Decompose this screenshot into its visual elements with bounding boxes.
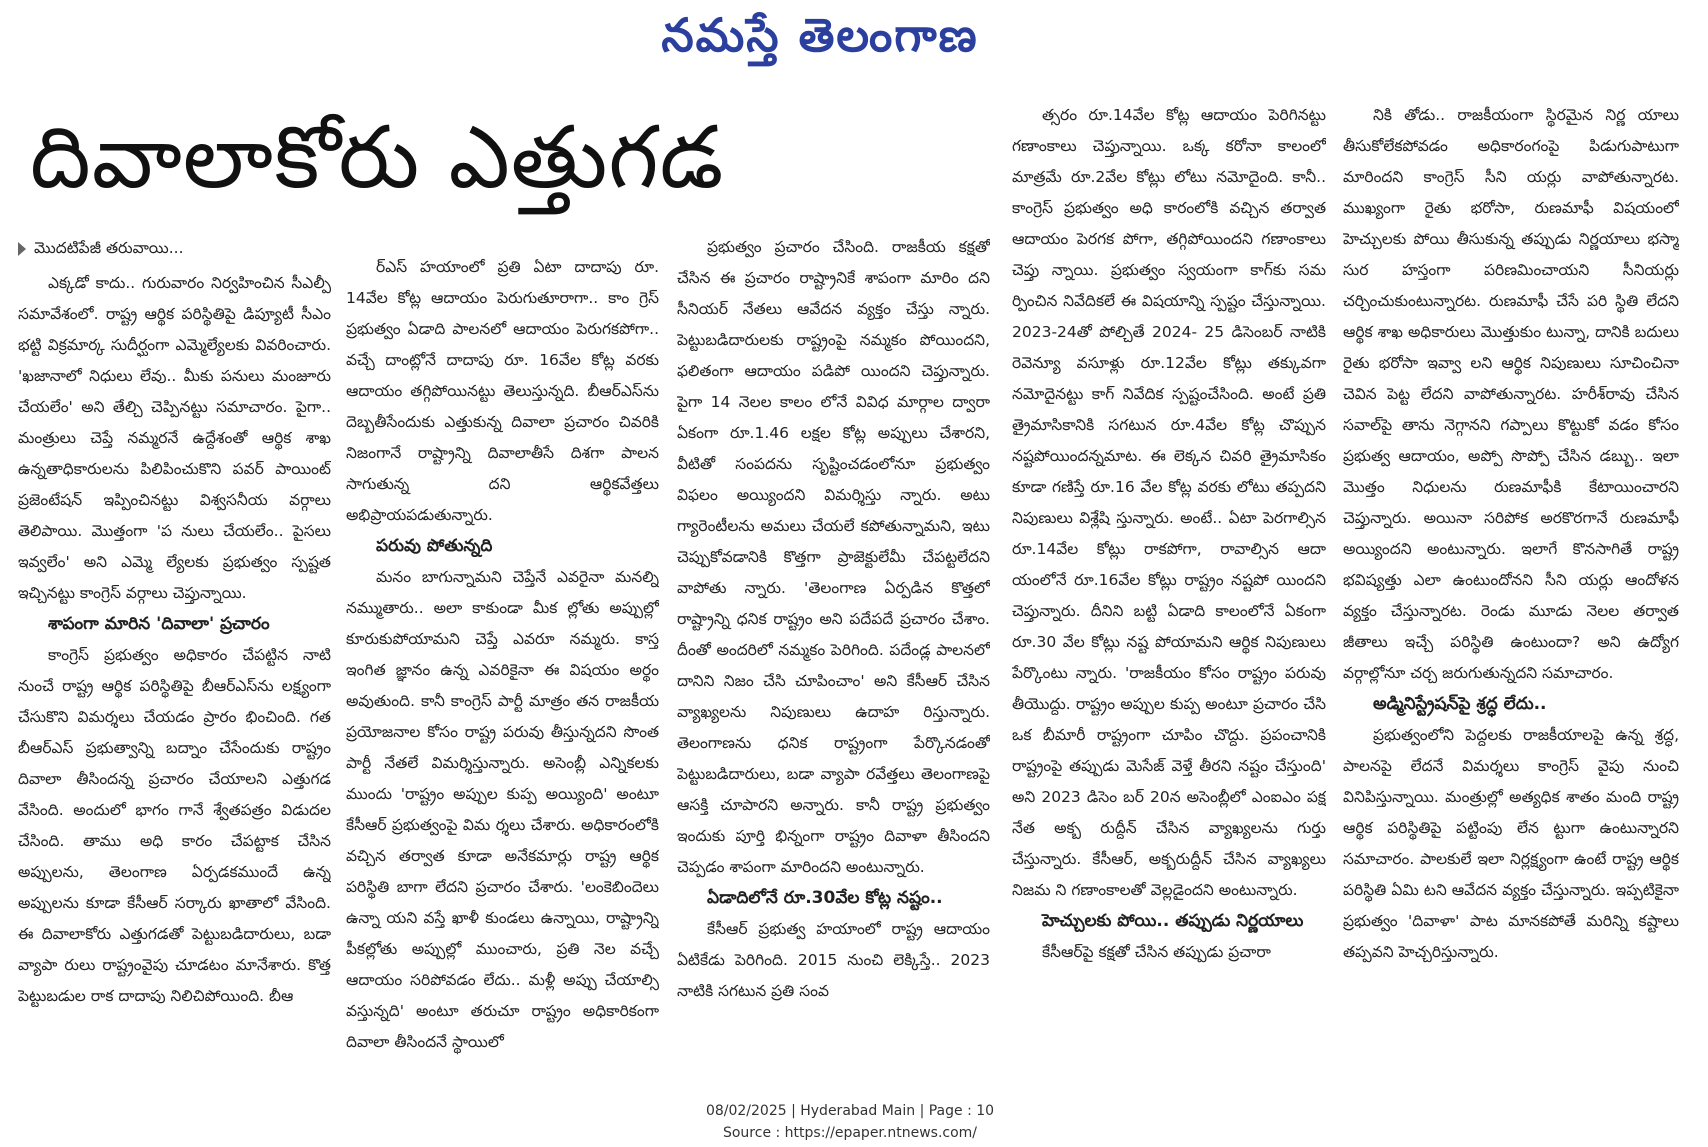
- column-3-paragraph-2: కేసీఆర్ ప్రభుత్వ హయాంలో రాష్ట్ర ఆదాయం ఏటికేడు పెరిగింది. 2015 నుంచి లెక్కిస్తే.. 2023 నాటికి సగటున ప్రతి సంవ: [677, 920, 990, 1000]
- article-column-1: [18, 233, 331, 1073]
- column-5-paragraph-1: నికి తోడు.. రాజకీయంగా స్థిరమైన నిర్ణ యాలు తీసుకోలేకపోవడం అధికారంగంపై పిడుగుపాటుగా మారిందని కాంగ్రెస్ సీని యర్లు వాపోతున్నారట. ముఖ్యంగా రైతు భరోసా, రుణమాఫీ విషయంలో హెచ్చులకు పోయి తీసుకున్న తప్పుడు నిర్ణయాలు భస్మా సుర హస్తంగా పరిణమించాయని సీనియర్లు చర్చించుకుంటున్నారట. రుణమాఫీ చేసే పరి స్థితి లేదని ఆర్థిక శాఖ అధికారులు మొత్తుకుం టున్నా, దానికి బదులు రైతు భరోసా ఇవ్వా లని ఆర్థిక నిపుణులు సూచించినా చెవిన పెట్ట లేదని వాపోతున్నారట. హరీశ్‌రావు చేసిన సవాల్‌పై తాను నెగ్గానని గప్పాలు కొట్టుకో వడం కోసం ప్రభుత్వ ఆదాయం, అప్పో సొప్పో చేసిన డబ్బు.. ఇలా మొత్తం నిధులను రుణమాఫీకి కేటాయించారని చెప్తున్నారు. అయినా సరిపోక అరకొరగానే రుణమాఫీ అయ్యిందని అంటున్నారు. ఇలాగే కొనసాగితే రాష్ట్ర భవిష్యత్తు ఎలా ఉంటుందోనని సీని యర్లు ఆందోళన వ్యక్తం చేస్తున్నారట. రెండు మూడు నెలల తర్వాత జీతాలు ఇచ్చే పరిస్థితి ఉంటుందా? అని ఉద్యోగ వర్గాల్లోనూ చర్చ జరుగుతున్నదని సమాచారం.: [1343, 106, 1679, 682]
- article-column-4: [1012, 100, 1326, 1060]
- source-link[interactable]: Source : https://epaper.ntnews.com/: [722, 1125, 978, 1141]
- continued-label: మొదటిపేజీ తరువాయి...: [34, 239, 184, 257]
- column-4-subheading: హెచ్చులకు పోయి.. తప్పుడు నిర్ణయాలు: [1042, 911, 1304, 931]
- page-footer: [600, 1100, 1100, 1144]
- article-column-3: [677, 232, 990, 1072]
- column-4-paragraph-2: కేసీఆర్‌పై కక్షతో చేసిన తప్పుడు ప్రచారా: [1042, 943, 1271, 961]
- column-3-paragraph-1: ప్రభుత్వం ప్రచారం చేసింది. రాజకీయ కక్షతో చేసిన ఈ ప్రచారం రాష్ట్రానికే శాపంగా మారిం దని సీనియర్ నేతలు ఆవేదన వ్యక్తం చేస్తు న్నారు. పెట్టుబడిదారులకు రాష్ట్రంపై నమ్మకం పోయిందని, ఫలితంగా ఆదాయం పడిపో యిందని చెప్తున్నారు. పైగా 14 నెలల కాలం లోనే వివిధ మార్గాల ద్వారా ఏకంగా రూ.1.46 లక్షల కోట్ల అప్పులు చేశారని, వీటితో సంపదను సృష్టించడంలోనూ ప్రభుత్వం విఫలం అయ్యిందని విమర్శిస్తు న్నారు. అటు గ్యారెంటీలను అమలు చేయలే కపోతున్నామని, ఇటు చెప్పుకోవడానికి కొత్తగా ప్రాజెక్టులేమీ చేపట్టలేదని వాపోతు న్నారు. 'తెలంగాణ ఏర్పడిన కొత్తలో రాష్ట్రాన్ని ధనిక రాష్ట్రం అని పదేపదే ప్రచారం చేశాం. దీంతో అందరిలో నమ్మకం పెరిగింది. పదేండ్ల పాలనలో దానిని నిజం చేసి చూపించాం' అని కేసీఆర్ చేసిన వ్యాఖ్యలను నిపుణులు ఉదాహ రిస్తున్నారు. తెలంగాణను ధనిక రాష్ట్రంగా పేర్కొనడంతో పెట్టుబడిదారులు, బడా వ్యాపా రవేత్తలు తెలంగాణపై ఆసక్తి చూపారని అన్నారు. కానీ రాష్ట్ర ప్రభుత్వం ఇందుకు పూర్తి భిన్నంగా రాష్ట్రం దివాళా తీసిందని చెప్పడం శాపంగా మారిందని అంటున్నారు.: [677, 238, 990, 876]
- article-column-2: [346, 252, 659, 1072]
- column-2-paragraph-1: ర్ఎస్ హయాంలో ప్రతి ఏటా దాదాపు రూ. 14వేల కోట్ల ఆదాయం పెరుగుతూరాగా.. కాం గ్రెస్ ప్రభుత్వం ఏడాది పాలనలో ఆదాయం పెరుగకపోగా.. వచ్చే దాంట్లోనే దాదాపు రూ. 16వేల కోట్ల వరకు ఆదాయం తగ్గిపోయినట్టు తెలుస్తున్నది. బీఆర్ఎస్‌ను దెబ్బతీసేందుకు ఎత్తుకున్న దివాలా ప్రచారం చివరికి నిజంగానే రాష్ట్రాన్ని దివాలాతీసే దిశగా పాలన సాగుతున్న దని ఆర్థికవేత్తలు అభిప్రాయపడుతున్నారు.: [346, 258, 659, 524]
- column-1-paragraph-1: ఎక్కడో కాదు.. గురువారం నిర్వహించిన సీఎల్పీ సమావేశంలో. రాష్ట్ర ఆర్థిక పరిస్థితిపై డిప్యూటీ సీఎం భట్టి విక్రమార్క సుదీర్ఘంగా ఎమ్మెల్యేలకు వివరించారు. 'ఖజానాలో నిధులు లేవు.. మీకు పనులు మంజూరు చేయలేం' అని తేల్చి చెప్పినట్టు సమాచారం. పైగా.. మంత్రులు చెప్తే నమ్మరనే ఉద్దేశంతో ఆర్థిక శాఖ ఉన్నతాధికారులను పిలిపించుకొని పవర్ పాయింట్ ప్రజెంటేషన్ ఇప్పించినట్టు విశ్వసనీయ వర్గాలు తెలిపాయి. మొత్తంగా 'ప నులు చేయలేం.. పైసలు ఇవ్వలేం' అని ఎమ్మె ల్యేలకు ప్రభుత్వం స్పష్టత ఇచ్చినట్టు కాంగ్రెస్ వర్గాలు చెప్తున్నాయి.: [18, 274, 331, 602]
- continued-from-front-page: [18, 233, 331, 264]
- column-2-subheading: పరువు పోతున్నది: [376, 536, 493, 556]
- column-3-subheading: ఏడాదిలోనే రూ.30వేల కోట్ల నష్టం..: [707, 888, 943, 908]
- newspaper-masthead: నమస్తే తెలంగాణ: [661, 8, 979, 62]
- column-4-paragraph-1: త్సరం రూ.14వేల కోట్ల ఆదాయం పెరిగినట్టు గణాంకాలు చెప్తున్నాయి. ఒక్క కరోనా కాలంలో మాత్రమే రూ.2వేల కోట్లు లోటు నమోదైంది. కానీ.. కాంగ్రెస్ ప్రభుత్వం అధి కారంలోకి వచ్చిన తర్వాత ఆదాయం పెరగక పోగా, తగ్గిపోయిందని గణాంకాలు చెప్తు న్నాయి. ప్రభుత్వం స్వయంగా కాగ్‌కు సమ ర్పించిన నివేదికలే ఈ విషయాన్ని స్పష్టం చేస్తున్నాయి. 2023-24తో పోల్చితే 2024- 25 డిసెంబర్ నాటికి రెవెన్యూ వసూళ్లు రూ.12వేల కోట్లు తక్కువగా నమోదైనట్టు కాగ్ నివేదిక స్పష్టంచేసింది. అంటే ప్రతి త్రైమాసికానికి సగటున రూ.4వేల కోట్ల చొప్పున నష్టపోయిందన్నమాట. ఈ లెక్కన చివరి త్రైమాసికం కూడా గణిస్తే రూ.16 వేల కోట్ల వరకు లోటు తప్పదని నిపుణులు విశ్లేషి స్తున్నారు. అంటే.. ఏటా పెరగాల్సిన రూ.14వేల కోట్లు రాకపోగా, రావాల్సిన ఆదా యంలోనే రూ.16వేల కోట్లు రాష్ట్రం నష్టపో యిందని చెప్తున్నారు. దీనిని బట్టి ఏడాది కాలంలోనే ఏకంగా రూ.30 వేల కోట్లు నష్ట పోయామని ఆర్థిక నిపుణులు పేర్కొంటు న్నారు. 'రాజకీయం కోసం రాష్ట్రం పరువు తీయొద్దు. రాష్ట్రం అప్పుల కుప్ప అంటూ ప్రచారం చేసి ఒక బీమారీ రాష్ట్రంగా చూపిం చొద్దు. ప్రపంచానికి రాష్ట్రంపై తప్పుడు మెసేజ్ వెళ్తే తీరని నష్టం చేస్తుంది' అని 2023 డిసెం బర్ 20న అసెంబ్లీలో ఎంఐఎం పక్ష నేత అక్బ రుద్దీన్ చేసిన వ్యాఖ్యలను గుర్తు చేస్తున్నారు. కేసీఆర్, అక్బరుద్దీన్ చేసిన వ్యాఖ్యలు నిజమ ని గణాంకాలతో వెల్లడైందని అంటున్నారు.: [1012, 106, 1326, 899]
- column-5-subheading: అడ్మినిస్ట్రేషన్‌పై శ్రద్ధ లేదు..: [1373, 694, 1547, 714]
- chevron-right-icon: [18, 242, 26, 256]
- column-1-subheading: శాపంగా మారిన 'దివాలా' ప్రచారం: [48, 614, 270, 634]
- article-headline: దివాలాకోరు ఎత్తుగడ: [30, 108, 725, 208]
- column-2-paragraph-2: మనం బాగున్నామని చెప్తేనే ఎవరైనా మనల్ని నమ్ముతారు.. అలా కాకుండా మీక ల్లోతు అప్పుల్లో కూరుకుపోయామని చెప్తే ఎవరూ నమ్మరు. కాస్త ఇంగిత జ్ఞానం ఉన్న ఎవరికైనా ఈ విషయం అర్థం అవుతుంది. కానీ కాంగ్రెస్ పార్టీ మాత్రం తన రాజకీయ ప్రయోజనాల కోసం రాష్ట్ర పరువు తీస్తున్నదని సొంత పార్టీ నేతలే విమర్శిస్తున్నారు. అసెంబ్లీ ఎన్నికలకు ముందు 'రాష్ట్రం అప్పుల కుప్ప అయ్యింది' అంటూ కేసీఆర్ ప్రభుత్వంపై విమ ర్శలు చేశారు. అధికారంలోకి వచ్చిన తర్వాత కూడా అనేకమార్లు రాష్ట్ర ఆర్థిక పరిస్థితి బాగా లేదని ప్రచారం చేశారు. 'లంకెబిందెలు ఉన్నా యని వస్తే ఖాళీ కుండలు ఉన్నాయి, రాష్ట్రాన్ని పీకల్లోతు అప్పుల్లో ముంచారు, ప్రతి నెల వచ్చే ఆదాయం సరిపోవడం లేదు.. మళ్లీ అప్పు చేయాల్సి వస్తున్నది' అంటూ తరుచూ రాష్ట్రం అధికారికంగా దివాలా తీసిందనే స్థాయిలో: [346, 568, 659, 1051]
- column-1-paragraph-2: కాంగ్రెస్ ప్రభుత్వం అధికారం చేపట్టిన నాటి నుంచే రాష్ట్ర ఆర్థిక పరిస్థితిపై బీఆర్ఎస్‌ను లక్ష్యంగా చేసుకొని విమర్శలు చేయడం ప్రారం భించింది. గత బీఆర్ఎస్ ప్రభుత్వాన్ని బద్నాం చేసేందుకు రాష్ట్రం దివాలా తీసిందన్న ప్రచారం చేయాలని ఎత్తుగడ వేసింది. అందులో భాగం గానే శ్వేతపత్రం విడుదల చేసింది. తాము అధి కారం చేపట్టాక చేసిన అప్పులను, తెలంగాణ ఏర్పడకముందే ఉన్న అప్పులను కూడా కేసీఆర్ సర్కారు ఖాతాలో వేసింది. ఈ దివాలాకోరు ఎత్తుగడతో పెట్టుబడిదారులు, బడా వ్యాపా రులు రాష్ట్రంవైపు చూడటం మానేశారు. కొత్త పెట్టుబడుల రాక దాదాపు నిలిచిపోయింది. బీఆ: [18, 646, 331, 1005]
- edition-info: 08/02/2025 | Hyderabad Main | Page : 10: [705, 1103, 995, 1119]
- column-5-paragraph-2: ప్రభుత్వంలోని పెద్దలకు రాజకీయాలపై ఉన్న శ్రద్ధ, పాలనపై లేదనే విమర్శలు కాంగ్రెస్ వైపు నుంచి వినిపిస్తున్నాయి. మంత్రుల్లో అత్యధిక శాతం మంది రాష్ట్ర ఆర్థిక పరిస్థితిపై పట్టింపు లేన ట్టుగా ఉంటున్నారని సమాచారం. పాలకులే ఇలా నిర్లక్ష్యంగా ఉంటే రాష్ట్ర ఆర్థిక పరిస్థితి ఏమి టని ఆవేదన వ్యక్తం చేస్తున్నారు. ఇప్పటికైనా ప్రభుత్వం 'దివాళా' పాట మానకపోతే మరిన్ని కష్టాలు తప్పవని హెచ్చరిస్తున్నారు.: [1343, 726, 1679, 961]
- article-column-5: [1343, 100, 1679, 1060]
